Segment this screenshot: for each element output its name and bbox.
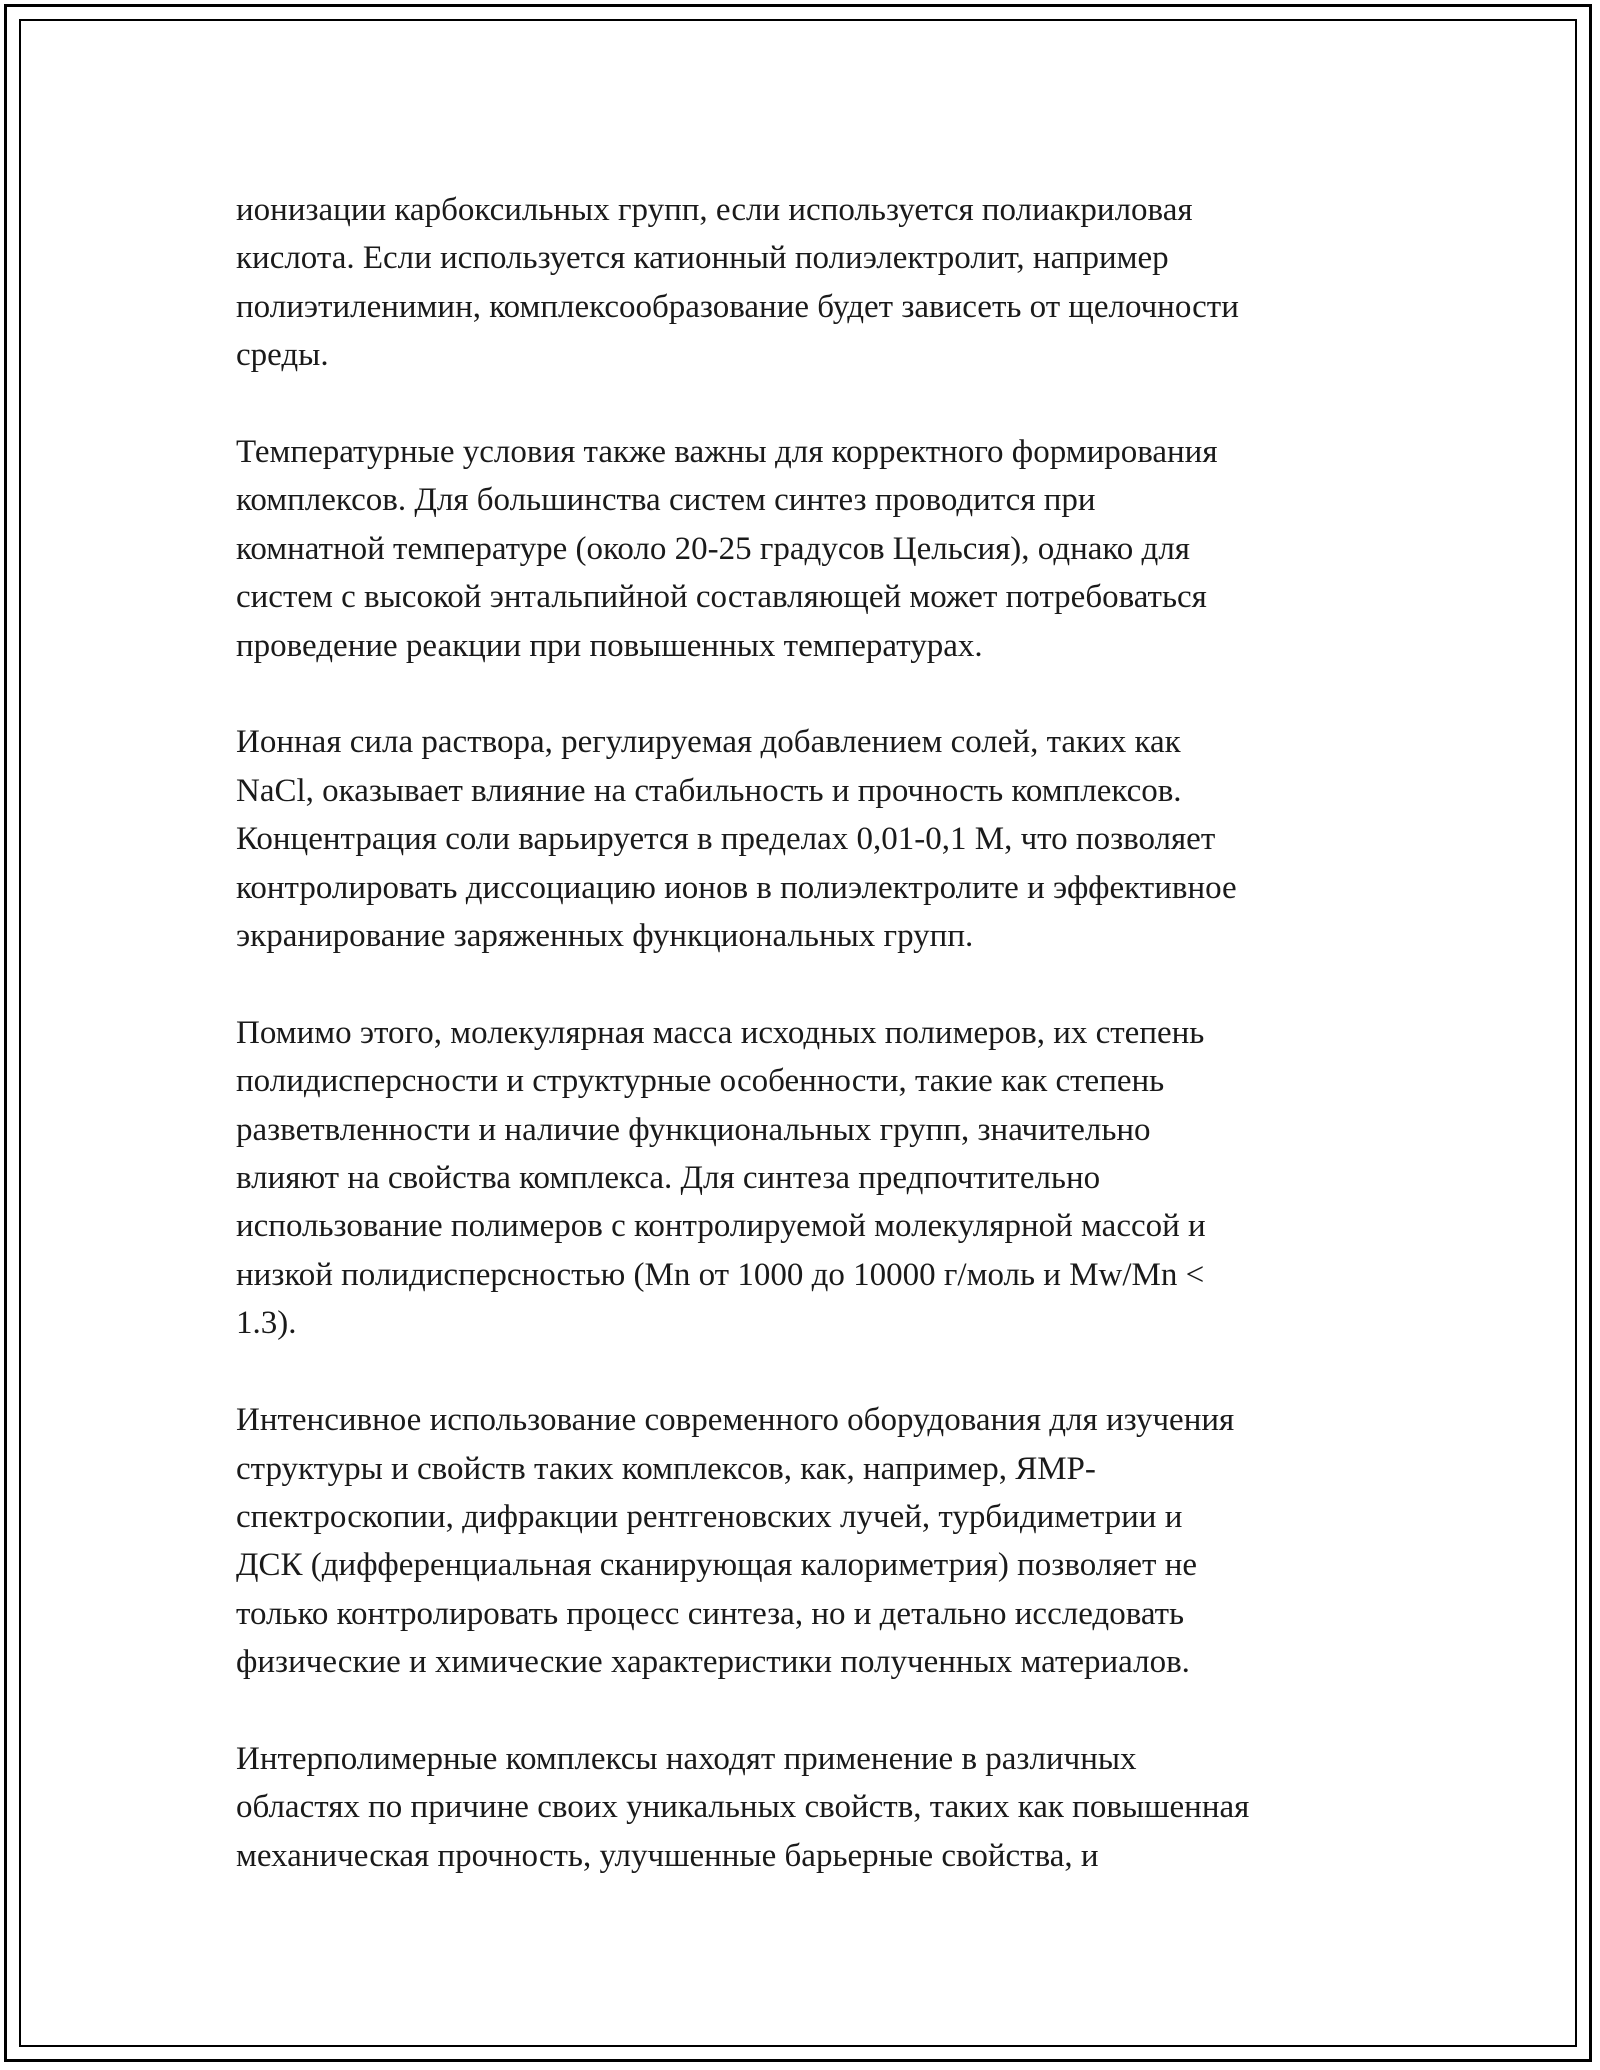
text-line: Интерполимерные комплексы находят применение в различных <box>236 1740 1137 1777</box>
text-line: Интенсивное использование современного оборудования для изучения <box>236 1402 1235 1439</box>
text-line: полиэтиленимин, комплексообразование будет зависеть от щелочности <box>236 288 1239 325</box>
text-line: низкой полидисперсностью (Mn от 1000 до 10000 г/моль и Mw/Mn < <box>236 1256 1205 1293</box>
text-line: Помимо этого, молекулярная масса исходных полимеров, их степень <box>236 1014 1205 1051</box>
text-line: механическая прочность, улучшенные барьерные свойства, и <box>236 1837 1099 1874</box>
text-line: кислота. Если используется катионный полиэлектролит, например <box>236 240 1169 277</box>
text-line: использование полимеров с контролируемой молекулярной массой и <box>236 1208 1206 1245</box>
paragraph-complexation-ph <box>236 186 1376 380</box>
text-line: только контролировать процесс синтеза, но и детально исследовать <box>236 1595 1185 1632</box>
text-line: систем с высокой энтальпийной составляющей может потребоваться <box>236 579 1207 616</box>
paragraph-molecular-mass <box>236 1009 1376 1348</box>
text-line: Ионная сила раствора, регулируемая добавлением солей, таких как <box>236 724 1181 761</box>
text-line: влияют на свойства комплекса. Для синтеза предпочтительно <box>236 1160 1101 1197</box>
paragraph-applications <box>236 1735 1376 1880</box>
text-line: NaCl, оказывает влияние на стабильность и прочность комплексов. <box>236 772 1182 809</box>
paragraph-temperature <box>236 428 1376 670</box>
paragraph-ionic-strength <box>236 718 1376 960</box>
text-line: спектроскопии, дифракции рентгеновских лучей, турбидиметрии и <box>236 1498 1183 1535</box>
text-line: проведение реакции при повышенных температурах. <box>236 627 983 664</box>
text-line: среды. <box>236 337 329 374</box>
text-line: ионизации карбоксильных групп, если используется полиакриловая <box>236 192 1193 228</box>
text-line: Температурные условия также важны для корректного формирования <box>236 434 1218 471</box>
text-line: структуры и свойств таких комплексов, как, например, ЯМР- <box>236 1450 1096 1487</box>
text-line: экранирование заряженных функциональных групп. <box>236 918 974 955</box>
text-line: ДСК (дифференциальная сканирующая калориметрия) позволяет не <box>236 1547 1198 1584</box>
text-line: разветвленности и наличие функциональных групп, значительно <box>236 1111 1151 1148</box>
text-line: комплексов. Для большинства систем синтез проводится при <box>236 482 1096 519</box>
text-line: Концентрация соли варьируется в пределах 0,01-0,1 М, что позволяет <box>236 821 1216 858</box>
text-line: комнатной температуре (около 20-25 градусов Цельсия), однако для <box>236 530 1190 567</box>
paragraph-equipment <box>236 1396 1376 1686</box>
text-line: 1.3). <box>236 1305 297 1342</box>
text-line: контролировать диссоциацию ионов в полиэлектролите и эффективное <box>236 869 1237 906</box>
document-body <box>236 186 1376 1880</box>
text-line: полидисперсности и структурные особенности, такие как степень <box>236 1063 1165 1100</box>
text-line: областях по причине своих уникальных свойств, таких как повышенная <box>236 1789 1250 1826</box>
text-line: физические и химические характеристики полученных материалов. <box>236 1644 1190 1681</box>
